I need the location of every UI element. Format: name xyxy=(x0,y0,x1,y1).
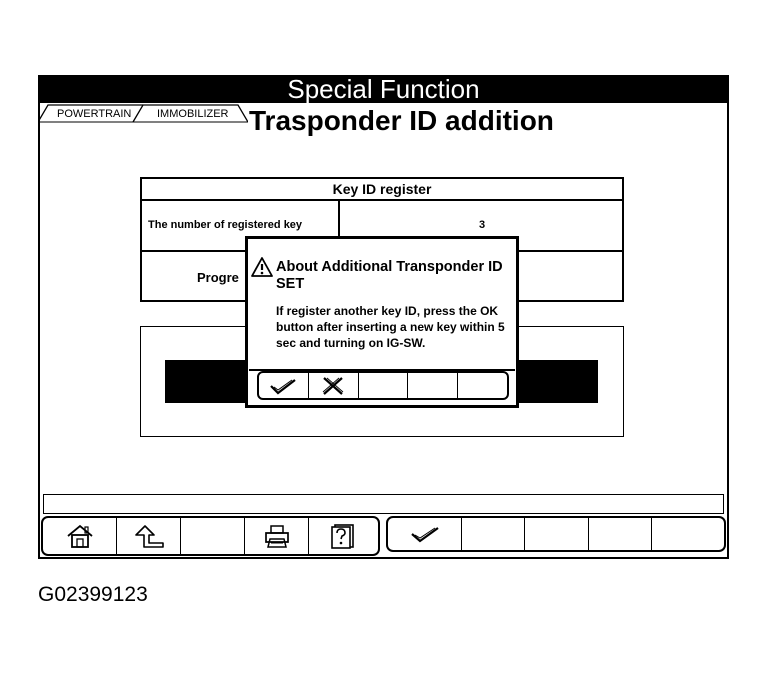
breadcrumb-item-powertrain[interactable]: POWERTRAIN xyxy=(57,108,132,120)
status-message-box xyxy=(43,494,724,514)
help-icon xyxy=(329,522,357,550)
dialog-empty-button[interactable] xyxy=(458,373,507,398)
back-button[interactable] xyxy=(117,518,181,554)
empty-toolbar-button[interactable] xyxy=(589,518,652,550)
screen-title: Special Function xyxy=(287,74,480,104)
empty-toolbar-button[interactable] xyxy=(462,518,525,550)
registered-key-label: The number of registered key xyxy=(148,219,303,231)
dialog-buttons xyxy=(257,371,509,400)
dark-button-right[interactable] xyxy=(510,360,598,403)
ok-check-icon xyxy=(409,524,441,544)
dark-button-left[interactable] xyxy=(165,360,255,403)
toolbar-right xyxy=(386,516,726,552)
empty-toolbar-button[interactable] xyxy=(652,518,723,550)
title-bar xyxy=(38,75,729,103)
dialog-message: If register another key ID, press the OK button after inserting a new key within 5 sec and turning on IG-SW. xyxy=(276,304,505,350)
dialog-empty-button[interactable] xyxy=(408,373,458,398)
registered-key-value: 3 xyxy=(478,219,486,231)
back-icon xyxy=(132,523,166,549)
home-icon xyxy=(65,523,95,549)
ok-button[interactable] xyxy=(388,518,462,550)
empty-toolbar-button[interactable] xyxy=(525,518,589,550)
cancel-x-icon xyxy=(320,375,346,397)
dialog-title: About Additional Transponder ID SET xyxy=(276,259,503,292)
home-button[interactable] xyxy=(43,518,117,554)
dialog-ok-button[interactable] xyxy=(259,373,309,398)
table-divider xyxy=(140,199,624,201)
ok-check-icon xyxy=(268,376,298,396)
figure-label: G02399123 xyxy=(38,583,148,606)
print-icon xyxy=(263,523,291,549)
progress-label: Progre xyxy=(197,270,239,285)
page-title: Trasponder ID addition xyxy=(249,105,554,136)
print-button[interactable] xyxy=(245,518,309,554)
dialog-cancel-button[interactable] xyxy=(309,373,359,398)
empty-toolbar-button[interactable] xyxy=(181,518,245,554)
toolbar-left xyxy=(41,516,380,556)
dialog-empty-button[interactable] xyxy=(359,373,409,398)
warning-icon xyxy=(251,256,273,278)
help-button[interactable] xyxy=(309,518,377,554)
table-header: Key ID register xyxy=(332,181,432,197)
breadcrumb-item-immobilizer[interactable]: IMMOBILIZER xyxy=(157,108,229,120)
